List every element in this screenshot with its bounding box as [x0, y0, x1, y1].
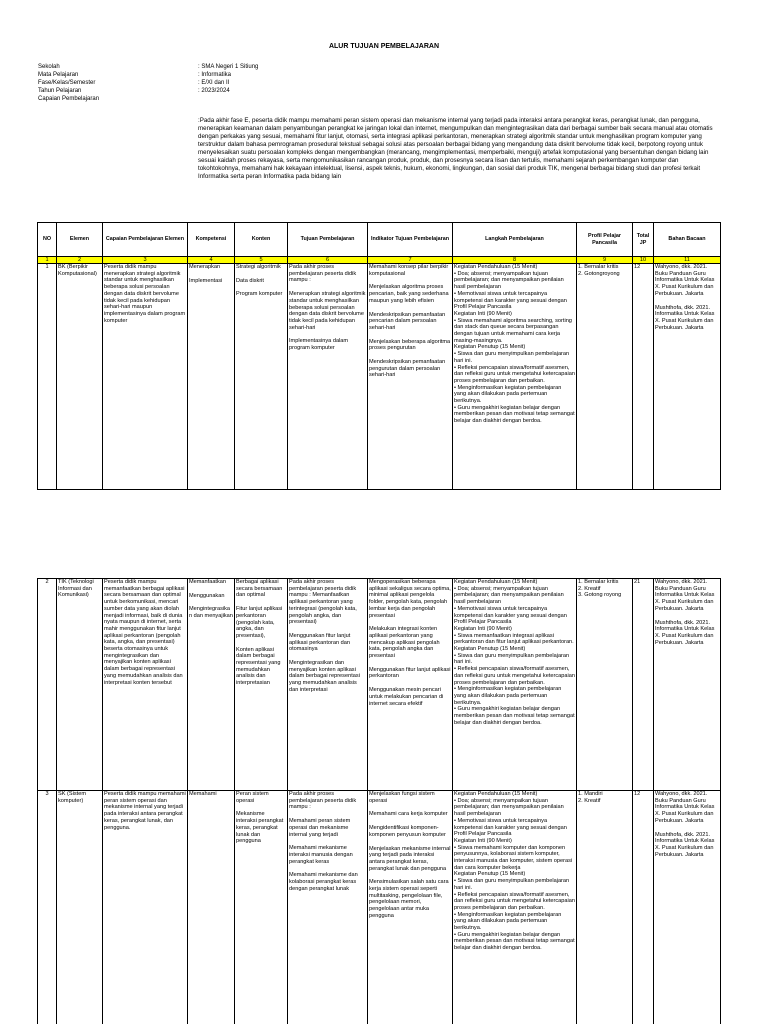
header-elemen: Elemen: [57, 223, 103, 257]
atp-table-part-1: [37, 222, 721, 490]
cell-konten: [235, 264, 288, 490]
cell-indikator-item: Memahami cara kerja komputer: [369, 811, 448, 818]
header-profil: Profil Pelajar Pancasila: [577, 223, 633, 257]
cell-tujuan-item: Menerapkan strategi algoritmik standar untuk menghasilkan beberapa solusi persoalan dengan data diskrit bervolume tidak kecil pada kehidupan sehari-hari: [289, 291, 366, 331]
header-no: NO: [38, 223, 57, 257]
cell-indikator-item: Menjelaskan algoritma proses pencarian, baik yang sederhana maupun yang lebih efisien: [369, 284, 449, 304]
header-tujuan: Tujuan Pembelajaran: [288, 223, 368, 257]
cell-langkah: Kegiatan Pendahuluan (15 Menit) • Doa; absensi; menyampaikan tujuan pembelajaran; dan menyampaikan penilaian hasil pembelajaran • Memotivasi siswa untuk tercapainya kompetensi dan karakter yang sesuai dengan Profil Pelajar Pancasila Kegiatan Inti (90 Menit) • Siswa memahami algoritma searching, sorting dan stack dan queue secara berpasangan dengan tujuan untuk memahami cara kerja masing-masingnya. Kegiatan Penutup (15 Menit) • Siswa dan guru menyimpulkan pembelajaran hari ini. • Refleksi pencapaian siswa/formatif asesmen, dan refleksi guru untuk mengetahui ketercapaian proses pembelajaran dan perbaikan. • Menginformasikan kegiatan pembelajaran yang akan dilakukan pada pertemuan berikutnya. • Guru mengakhiri kegiatan belajar dengan memberikan pesan dan motivasi tetap semangat belajar dan diakhiri dengan berdoa.: [453, 264, 577, 490]
info-value: : E/XI dan II: [198, 80, 230, 86]
cell-indikator-item: Menggunakan fitur lanjut aplikasi perkantoran: [369, 666, 451, 680]
cell-elemen: BK (Berpikir Komputasional): [57, 264, 103, 490]
cell-tujuan: [288, 579, 368, 791]
header-indikator: Indikator Tujuan Pembelajaran: [368, 223, 453, 257]
cell-kompetensi-item: Mengintegrasikan dan menyajikan: [189, 606, 233, 620]
header-kompetensi: Kompetensi: [188, 223, 235, 257]
cell-indikator: [368, 579, 453, 791]
cell-kompetensi: [188, 579, 235, 791]
cell-indikator-item: Mengidentifikasi komponen-komponen penyusun komputer: [369, 825, 446, 838]
cell-tujuan-item: Menggunakan fitur lanjut aplikasi perkantoran dan otomasinya: [289, 632, 351, 653]
header-capaian: Capaian Pembelajaran Elemen: [103, 223, 188, 257]
cell-kompetensi: [188, 791, 235, 1024]
cell-indikator-item: Mengoperasikan beberapa aplikasi sekaligus secara optima, minimal aplikasi pengelola folder, pengolah kata, pengolah lembar kerja dan pengolah presentasi: [369, 579, 451, 619]
info-label: Tahun Pelajaran: [38, 88, 82, 94]
cell-indikator-item: Menjelaskan mekanisme internal yang terjadi pada interaksi antara perangkat keras, perangkat lunak dan pengguna: [369, 845, 451, 872]
cell-bahan-item: Mushthofa, dkk. 2021. Informatika Untuk Kelas X. Pusat Kurikulum dan Perbukuan. Jakarta: [655, 619, 715, 646]
cell-elemen: TIK (Teknologi Informasi dan Komunikasi): [57, 579, 103, 791]
cell-indikator: [368, 264, 453, 490]
info-label: Sekolah: [38, 64, 60, 70]
cell-indikator-item: Mendeskripsikan pemanfaatan pengurutan dalam persoalan sehari-hari: [369, 359, 446, 379]
cell-langkah: Kegiatan Pendahuluan (15 Menit) • Doa; absensi; menyampaikan tujuan pembelajaran; dan menyampaikan penilaian hasil pembelajaran • Memotivasi siswa untuk tercapainya kompetensi dan karakter yang sesuai dengan Profil Pelajar Pancasila Kegiatan Inti (90 Menit) • Siswa memanfaatkan integrasi aplikasi perkantoran dan fitur lanjut aplikasi perkantoran. Kegiatan Penutup (15 Menit) • Siswa dan guru menyimpulkan pembelajaran hari ini. • Refleksi pencapaian siswa/formatif asesmen, dan refleksi guru untuk mengetahui ketercapaian proses pembelajaran dan perbaikan. • Menginformasikan kegiatan pembelajaran yang akan dilakukan pada pertemuan berikutnya. • Guru mengakhiri kegiatan belajar dengan memberikan pesan dan motivasi tetap semangat belajar dan diakhiri dengan berdoa.: [453, 579, 577, 791]
table-row: [38, 791, 721, 1024]
cell-tujuan-item: Pada akhir proses pembelajaran peserta didik mampu :: [289, 791, 357, 811]
col-number: 2: [57, 257, 103, 264]
column-number-row: [38, 257, 721, 264]
cell-tujuan-item: Memahami peran sistem operasi dan mekanisme internal yang terjadi: [289, 818, 351, 838]
cell-total-jp: 21: [633, 579, 654, 791]
cell-tujuan-item: Implementasinya dalam program komputer: [289, 338, 349, 352]
info-label: Mata Pelajaran: [38, 72, 79, 78]
cell-kompetensi-item: Menggunakan: [189, 592, 225, 599]
cell-bahan: [654, 791, 721, 1024]
cell-bahan-item: Mushthofa, dkk. 2021. Informatika Untuk Kelas X. Pusat Kurikulum dan Perbukuan. Jakarta: [655, 831, 715, 858]
header-langkah: Langkah Pembelajaran: [453, 223, 577, 257]
cell-konten-item: Strategi algoritmik: [236, 264, 281, 270]
cell-bahan-item: Wahyono, dkk. 2021. Buku Panduan Guru Informatika Untuk Kelas X. Pusat Kurikulum dan Perbukuan. Jakarta: [655, 579, 715, 612]
cell-konten-item: Mekanisme interaksi perangkat keras, perangkat lunak dan pengguna: [236, 811, 284, 845]
cell-kompetensi-item: Memanfaatkan: [189, 579, 227, 585]
header-bahan: Bahan Bacaan: [654, 223, 721, 257]
col-number: 4: [188, 257, 235, 264]
cell-konten-item: Data diskrit: [236, 277, 264, 284]
page-title: ALUR TUJUAN PEMBELAJARAN: [328, 43, 440, 50]
col-number: 8: [453, 257, 577, 264]
cell-indikator-item: Menjelaskan fungsi sistem operasi: [369, 791, 435, 804]
cell-profil: 1. Bernalar kritis 2. Gotongroyong: [577, 264, 633, 490]
cell-indikator-item: Mendeskripsikan pemanfaatan pencarian dalam persoalan sehari-hari: [369, 311, 446, 331]
info-value: : 2023/2024: [198, 88, 230, 94]
col-number: 9: [577, 257, 633, 264]
cell-capaian: Peserta didik mampu memahami peran sistem operasi dan mekanisme internal yang terjadi pada interaksi antara perangkat keras, perangkat lunak, dan pengguna.: [103, 791, 188, 1024]
cell-bahan-item: Wahyono, dkk. 2021. Buku Panduan Guru Informatika Untuk Kelas X. Pusat Kurikulum dan Perbukuan. Jakarta: [655, 264, 715, 297]
cell-profil: 1. Bernalar kritis 2. Kreatif 3. Gotong royong: [577, 579, 633, 791]
cell-konten-item: Konten aplikasi dalam berbagai representasi yang memudahkan analisis dan interpretasian: [236, 646, 281, 687]
cell-capaian: Peserta didik mampu menerapkan strategi algoritmik standar untuk menghasilkan beberapa solusi persoalan dengan data diskrit bervolume tidak kecil pada kehidupan sehari-hari maupun implementasinya dalam program komputer: [103, 264, 188, 490]
cell-capaian: Peserta didik mampu memanfaatkan berbagai aplikasi secara bersamaan dan optimal untuk berkomunikasi, mencari sumber data yang akan diolah menjadi informasi, baik di dunia nyata maupun di internet, serta mahir menggunakan fitur lanjut aplikasi perkantoran (pengolah kata, angka, dan presentasi) beserta otomasinya untuk mengintegrasikan dan menyajikan konten aplikasi dalam berbagai representasi yang memudahkan analisis dan interpretasi konten tersebut: [103, 579, 188, 791]
col-number: 7: [368, 257, 453, 264]
table-header-row: [38, 223, 721, 257]
cell-tujuan: [288, 791, 368, 1024]
info-row-sekolah: [38, 64, 258, 72]
table-row: [38, 579, 721, 791]
header-total-jp: Total JP: [633, 223, 654, 257]
cell-konten-item: Peran sistem operasi: [236, 791, 269, 804]
cell-indikator-item: Memahami konsep pilar berpikir komputasional: [369, 264, 449, 277]
capaian-pembelajaran-text: :Pada akhir fase E, peserta didik mampu memahami peran sistem operasi dan mekanisme internal yang terjadi pada interaksi antara perangkat keras, perangkat lunak, dan pengguna, menerapkan keamanan dalam penyambungan perangkat ke jaringan lokal dan internet, mengumpulkan dan mengintegrasikan data dari berbagai sumber baik secara manual atau otomatis dengan perkakas yang sesuai, memahami fitur lanjut, otomasi, serta integrasi aplikasi perkantoran, menerapkan strategi algoritmik standar untuk menghasilkan program komputer yang terstruktur dalam bahasa pemrograman prosedural tekstual sebagai solusi atas persoalan berbagai bidang yang mengandung data diskrit bervolume tidak kecil, berpotong royong untuk menyelesaikan suatu persoalan kompleks dengan mengembangkan (merancang, mengimplementasi, memperbaiki, menguji) artefak komputasional yang bersentuhan dengan bidang lain sesuai kaidah proses rekayasa, serta mengomunikasikan rancangan produk, produk, dan prosesnya secara lisan dan tertulis, memahami sejarah perkembangan komputer dan tokohtokohnya, memahami hak kekayaan intelektual, lisensi, aspek teknis, hukum, ekonomi, lingkungan, dan sosial dari produk TIK, mengenal berbagai bidang studi dan profesi terkait Informatika serta peran Informatika pada bidang lain: [198, 117, 713, 181]
identity-block: [38, 64, 258, 104]
cell-tujuan-item: Memahami mekanisme interaksi manusia dengan perangkat keras: [289, 845, 353, 865]
info-row-fase: [38, 80, 258, 88]
cell-bahan-item: Wahyono, dkk. 2021. Buku Panduan Guru Informatika Untuk Kelas X. Pusat Kurikulum dan Perbukuan. Jakarta: [655, 791, 715, 824]
info-value: : Informatika: [198, 72, 232, 78]
cell-tujuan-item: Pada akhir proses pembelajaran peserta didik mampu :: [289, 264, 357, 284]
cell-konten-item: Berbagai aplikasi secara bersamaan dan optimal: [236, 579, 283, 599]
col-number: 11: [654, 257, 721, 264]
cell-kompetensi-item: Menerapkan: [189, 264, 221, 270]
cell-indikator-item: Menggunakan mesin pencari untuk melakukan pencarian di internet secara efektif: [369, 687, 444, 707]
cell-indikator-item: Melakukan integrasi konten aplikasi perkantoran yang mencakup aplikasi pengolah kata, pengolah angka dan presentasi: [369, 626, 440, 660]
cell-langkah: Kegiatan Pendahuluan (15 Menit) • Doa; absensi; menyampaikan tujuan pembelajaran; dan menyampaikan penilaian hasil pembelajaran • Memotivasi siswa untuk tercapainya kompetensi dan karakter yang sesuai dengan Profil Pelajar Pancasila Kegiatan Inti (90 Menit) • Siswa memahami komputer dan komponen penyusunnya, kolaborasi sistem komputer, interaksi manusia dan komputer, sistem operasi dan cara komputer bekerja Kegiatan Penutup (15 Menit) • Siswa dan guru menyimpulkan pembelajaran hari ini. • Refleksi pencapaian siswa/formatif asesmen, dan refleksi guru untuk mengetahui ketercapaian proses pembelajaran dan perbaikan. • Menginformasikan kegiatan pembelajaran yang akan dilakukan pada pertemuan berikutnya. • Guru mengakhiri kegiatan belajar dengan memberikan pesan dan motivasi tetap semangat belajar dan diakhiri dengan berdoa.: [453, 791, 577, 1024]
info-row-mapel: [38, 72, 258, 80]
cell-no: 2: [38, 579, 57, 791]
cell-total-jp: 12: [633, 264, 654, 490]
col-number: 10: [633, 257, 654, 264]
cell-indikator: [368, 791, 453, 1024]
cell-konten-item: Fitur lanjut aplikasi perkantoran (pengolah kata, angka, dan presentasi),: [236, 606, 283, 639]
cell-bahan: [654, 579, 721, 791]
cell-indikator-item: Menjelaskan beberapa algoritma proses pengurutan: [369, 338, 451, 352]
cell-elemen: SK (Sistem komputer): [57, 791, 103, 1024]
cell-total-jp: 12: [633, 791, 654, 1024]
cell-tujuan: [288, 264, 368, 490]
info-row-tahun: [38, 88, 258, 96]
info-row-capaian: [38, 96, 258, 104]
cell-kompetensi-item: Implementasi: [189, 277, 223, 284]
cell-bahan: [654, 264, 721, 490]
cell-no: 3: [38, 791, 57, 1024]
cell-tujuan-item: Memahami mekanisme dan kolaborasi perangkat keras dengan perangkat lunak: [289, 872, 358, 892]
cell-indikator-item: Mensimulasikan salah satu cara kerja sistem operasi seperti multitasking, pengelolaan file, pengelolaan memori, pengelolaan antar muka pengguna: [369, 879, 449, 919]
cell-tujuan-item: Mengintegrasikan dan menyajikan konten aplikasi dalam berbagai representasi yang memudahkan analisis dan interpretasi: [289, 660, 360, 693]
col-number: 6: [288, 257, 368, 264]
cell-kompetensi: [188, 264, 235, 490]
cell-konten-item: Program komputer: [236, 291, 283, 298]
table-row: [38, 264, 721, 490]
col-number: 3: [103, 257, 188, 264]
cell-konten: [235, 579, 288, 791]
cell-bahan-item: Mushthofa, dkk. 2021. Informatika Untuk Kelas X. Pusat Kurikulum dan Perbukuan. Jakarta: [655, 304, 715, 331]
col-number: 1: [38, 257, 57, 264]
info-label: Fase/Kelas/Semester: [38, 80, 96, 86]
info-label: Capaian Pembelajaran: [38, 96, 100, 102]
cell-profil: 1. Mandiri 2. Kreatif: [577, 791, 633, 1024]
atp-table-part-2: [37, 578, 721, 1024]
header-konten: Konten: [235, 223, 288, 257]
cell-konten: [235, 791, 288, 1024]
cell-no: 1: [38, 264, 57, 490]
col-number: 5: [235, 257, 288, 264]
cell-tujuan-item: Pada akhir proses pembelajaran peserta didik mampu : Memanfaatkan aplikasi perkantoran yang terintegrasi (pengolah kata, pengolah angka, dan presentasi): [289, 579, 357, 626]
info-value: : SMA Negeri 1 Sitiung: [198, 64, 259, 70]
cell-kompetensi-item: Memahami: [189, 791, 217, 797]
